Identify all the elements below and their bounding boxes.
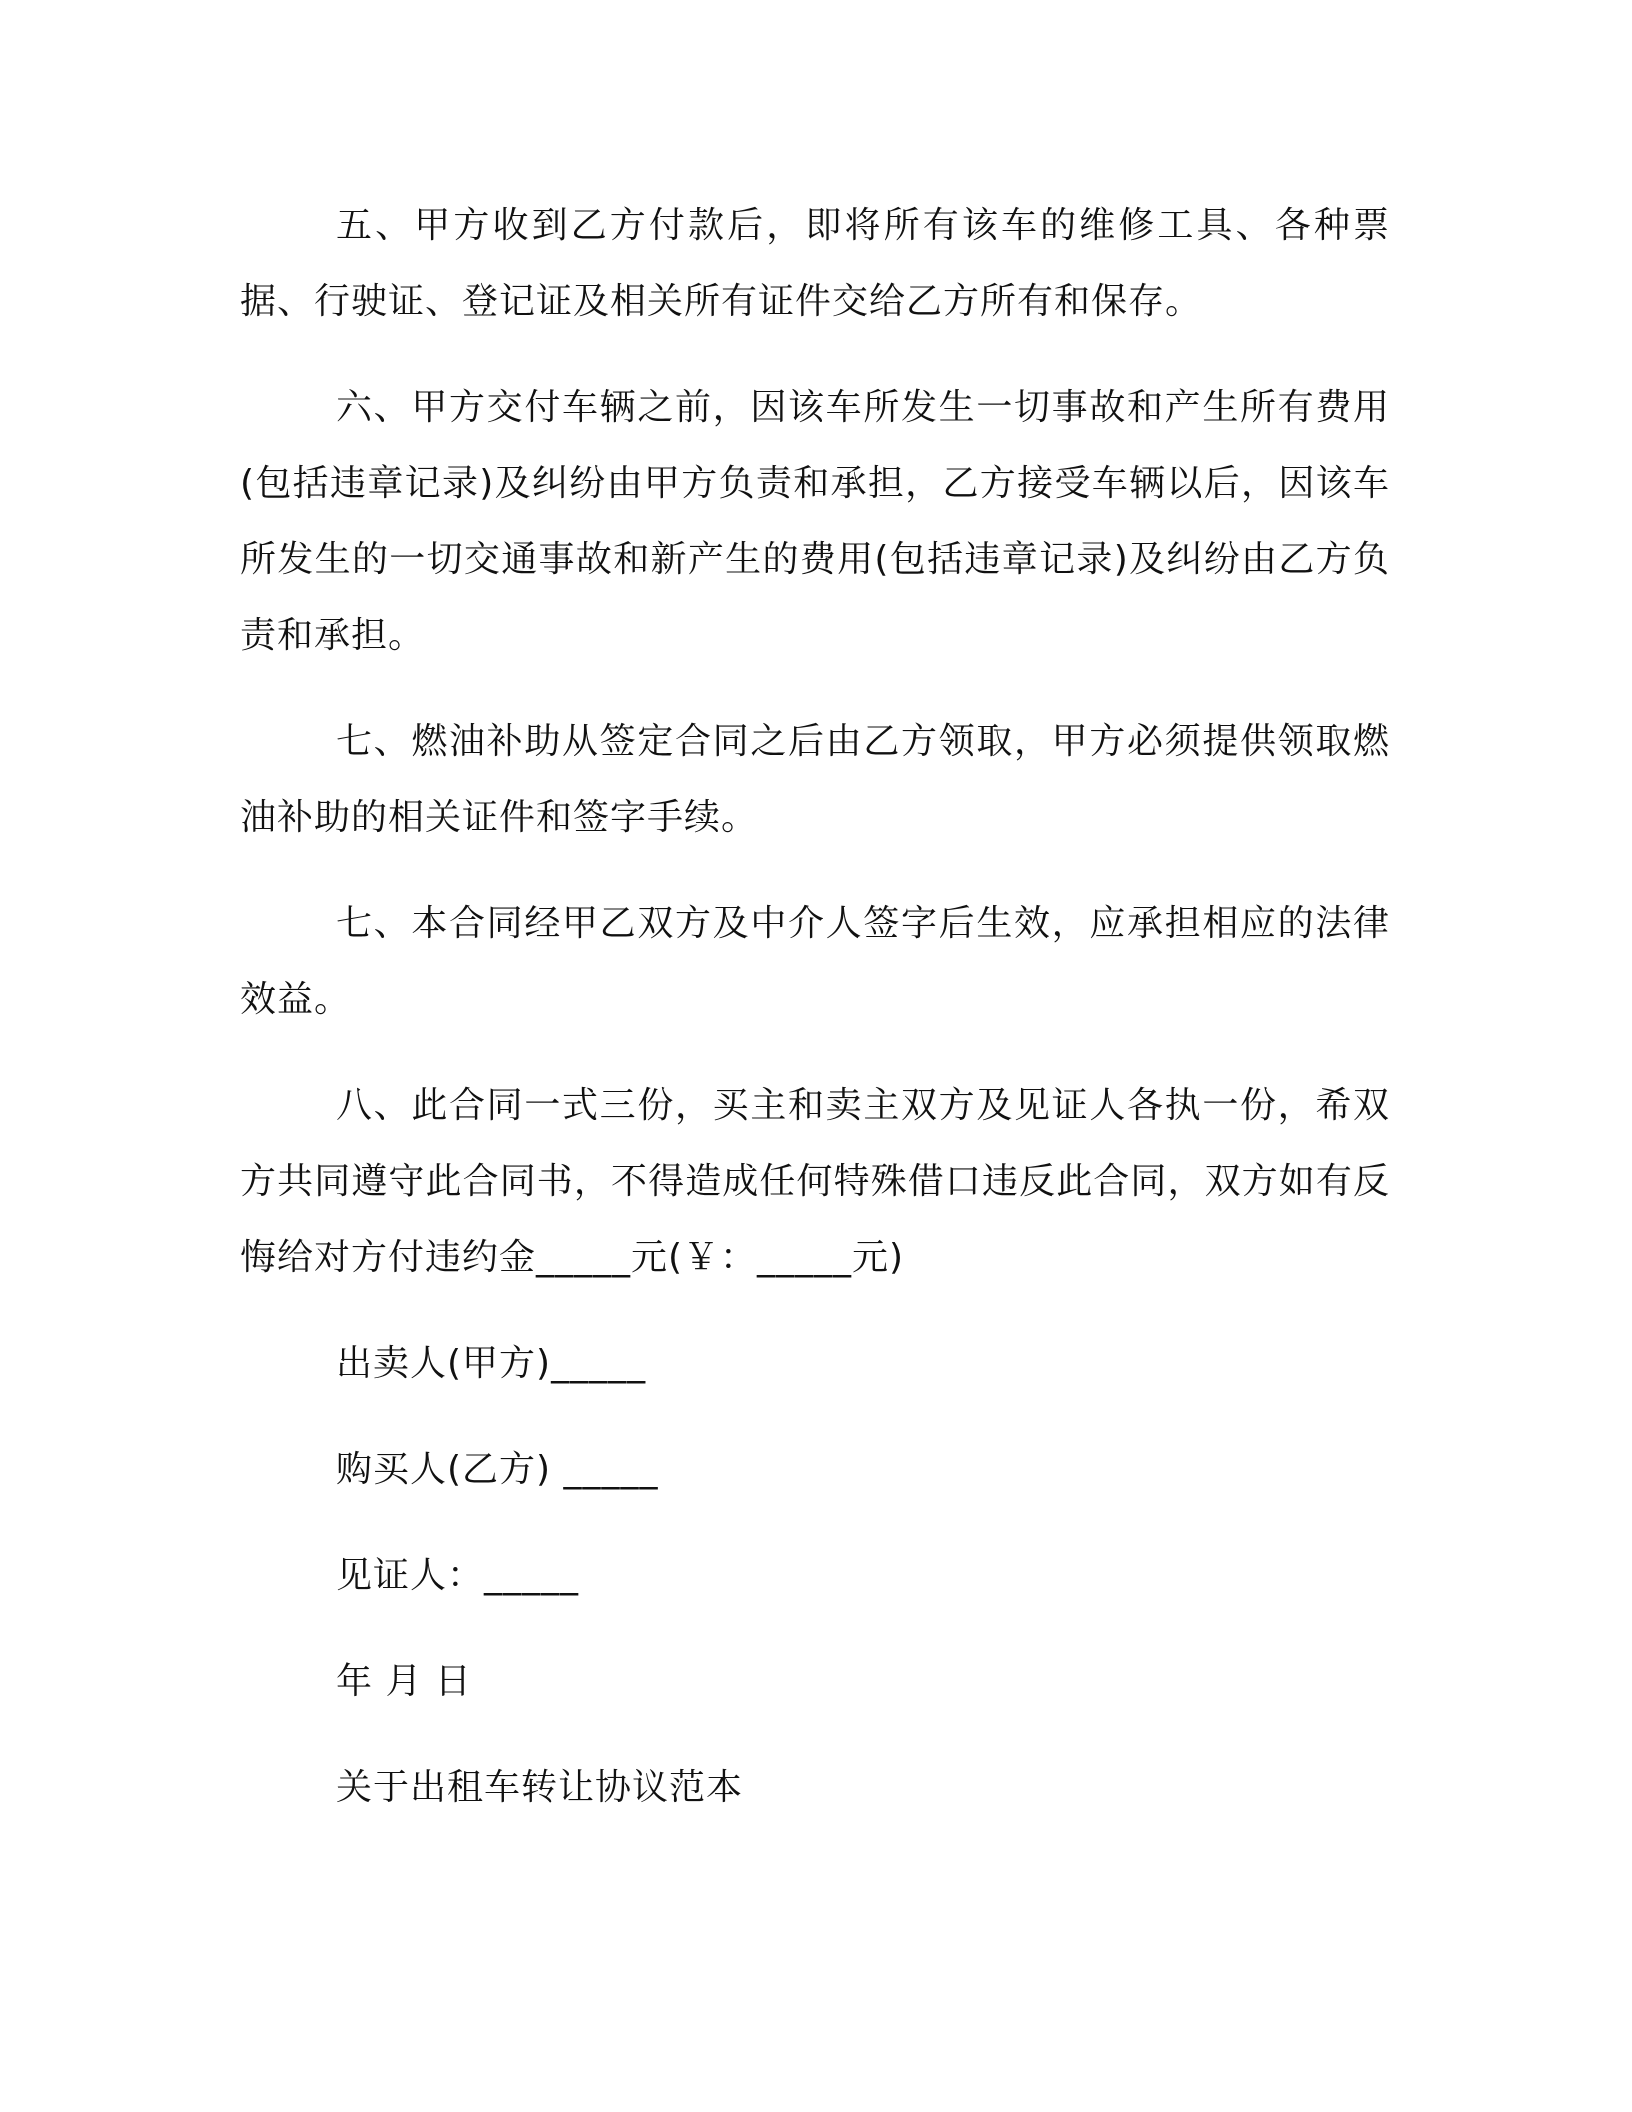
clause-5: 五、甲方收到乙方付款后，即将所有该车的维修工具、各种票据、行驶证、登记证及相关所有证件交给乙方所有和保存。: [240, 205, 1390, 322]
clause-6: 六、甲方交付车辆之前，因该车所发生一切事故和产生所有费用(包括违章记录)及纠纷由甲方负责和承担，乙方接受车辆以后，因该车所发生的一切交通事故和新产生的费用(包括违章记录)及纠纷由乙方负责和承担。: [240, 387, 1390, 656]
clause-8: 八、此合同一式三份，买主和卖主双方及见证人各执一份，希双方共同遵守此合同书，不得造成任何特殊借口违反此合同，双方如有反悔给对方付违约金_____元(￥：_____元): [240, 1085, 1390, 1278]
buyer-signature-line: 购买人(乙方) _____: [336, 1449, 659, 1490]
document-body: [240, 188, 1390, 1856]
seller-signature-line: 出卖人(甲方)_____: [336, 1343, 647, 1384]
witness-signature-line: 见证人：_____: [336, 1555, 580, 1596]
next-document-title: 关于出租车转让协议范本: [336, 1767, 744, 1808]
clause-7-fuel: 七、燃油补助从签定合同之后由乙方领取，甲方必须提供领取燃油补助的相关证件和签字手续。: [240, 721, 1390, 838]
date-line: 年 月 日: [336, 1661, 472, 1702]
clause-7-effect: 七、本合同经甲乙双方及中介人签字后生效，应承担相应的法律效益。: [240, 903, 1390, 1020]
